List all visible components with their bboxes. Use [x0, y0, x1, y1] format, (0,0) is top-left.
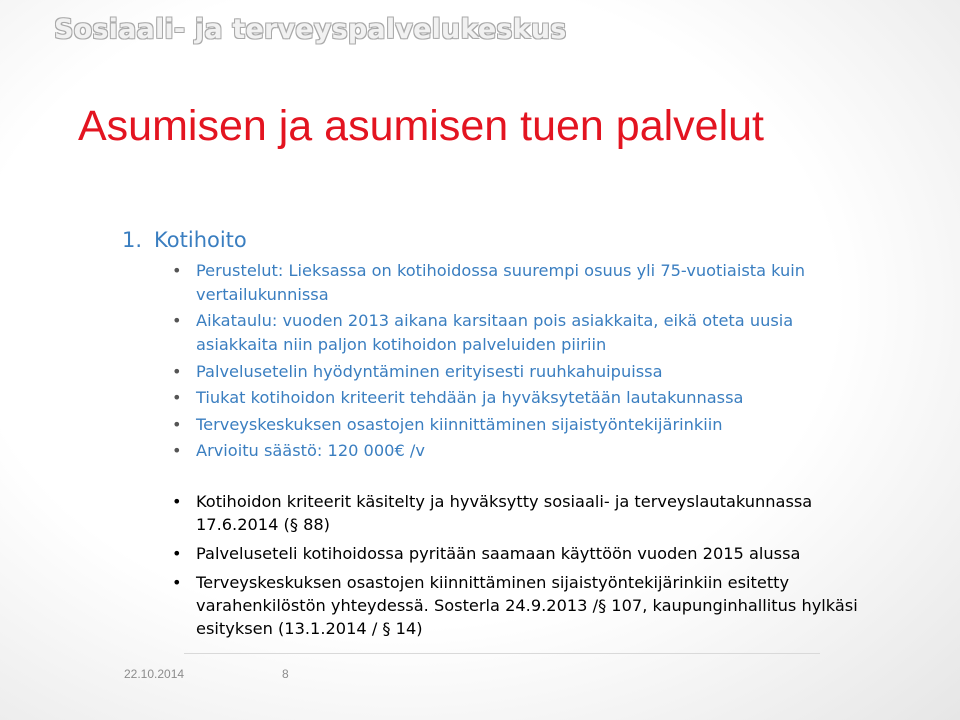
list-item: • Terveyskeskuksen osastojen kiinnittäminen sijaistyöntekijärinkiin: [172, 413, 862, 437]
organization-header: Sosiaali- ja terveyspalvelukeskus: [54, 14, 567, 45]
page-number: 8: [282, 667, 289, 681]
list-item: • Aikataulu: vuoden 2013 aikana karsitaan pois asiakkaita, eikä oteta uusia asiakkaita niin paljon kotihoidon palveluiden piiriin: [172, 309, 862, 357]
list-item: • Perustelut: Lieksassa on kotihoidossa suurempi osuus yli 75-vuotiaista kuin vertailukunnissa: [172, 259, 862, 307]
blue-bullet-list: [172, 259, 862, 465]
list-item: • Tiukat kotihoidon kriteerit tehdään ja hyväksytetään lautakunnassa: [172, 386, 862, 410]
footer-date: 22.10.2014: [124, 667, 185, 681]
list-item: • Terveyskeskuksen osastojen kiinnittäminen sijaistyöntekijärinkiin esitetty varahenkilöstön yhteydessä. Sosterla 24.9.2013 /§ 107, kaupunginhallitus hylkäsi esityksen (13.1.2014 / § 14): [172, 571, 862, 640]
black-bullet-list: [172, 490, 862, 646]
list-item: • Palvelusetelin hyödyntäminen erityisesti ruuhkahuipuissa: [172, 360, 862, 384]
slide-title: Asumisen ja asumisen tuen palvelut: [78, 102, 764, 150]
footer-divider: [184, 653, 820, 654]
section-title: Kotihoito: [154, 228, 247, 252]
list-item: • Kotihoidon kriteerit käsitelty ja hyväksytty sosiaali- ja terveyslautakunnassa 17.6.2014 (§ 88): [172, 490, 862, 536]
section-heading: [122, 228, 247, 252]
list-item: • Palveluseteli kotihoidossa pyritään saamaan käyttöön vuoden 2015 alussa: [172, 542, 862, 565]
section-number: 1.: [122, 228, 143, 252]
list-item: • Arvioitu säästö: 120 000€ /v: [172, 439, 862, 463]
